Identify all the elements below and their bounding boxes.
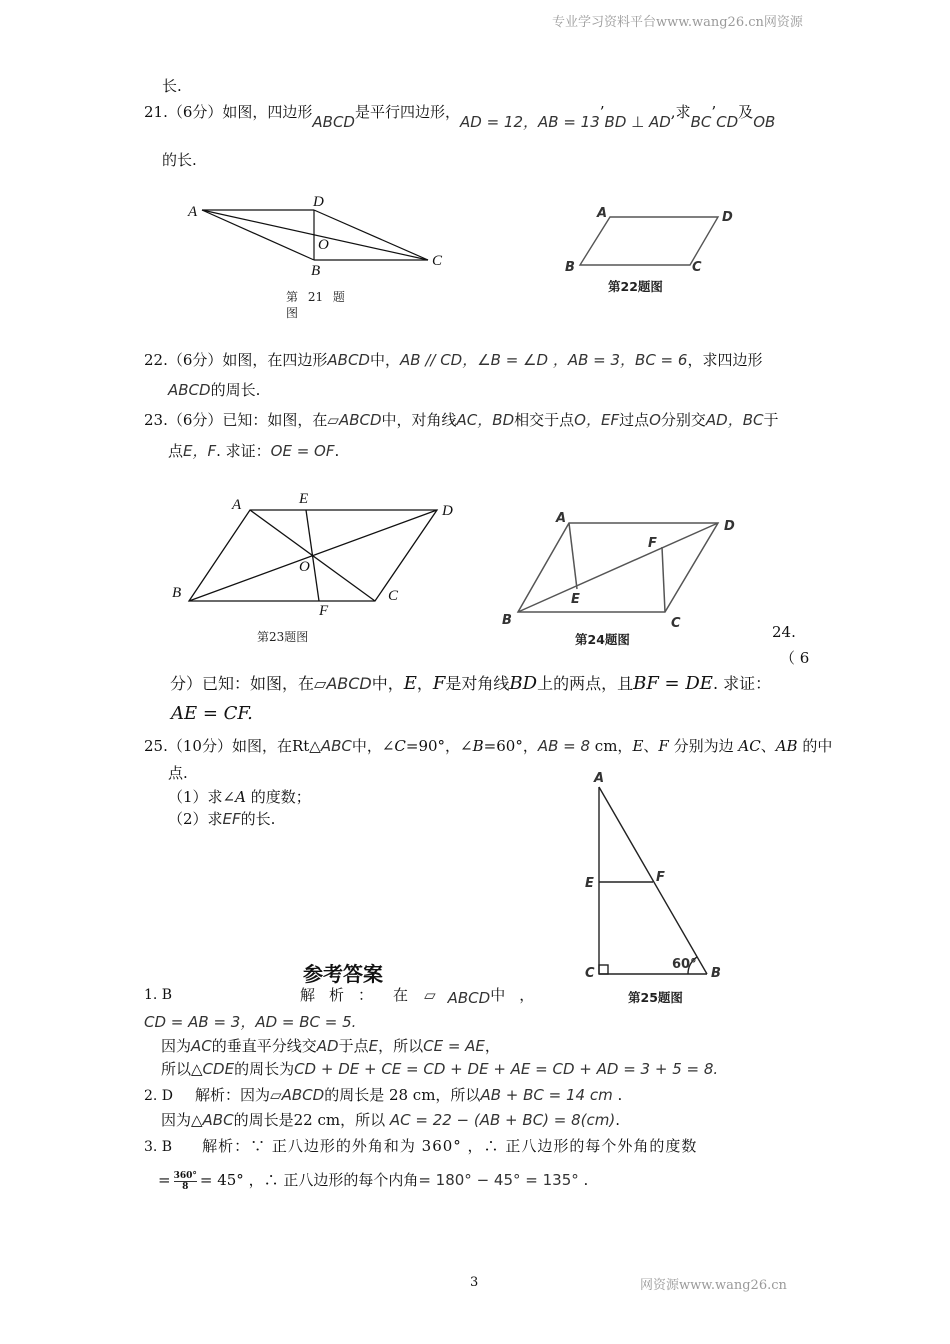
q21-diag-ac (202, 210, 428, 260)
q22-text: （6分）如图，在四边形 (167, 351, 328, 369)
q25-label-f: F (656, 870, 665, 885)
q23-math-goal: OE = OF (270, 442, 335, 460)
q25-math-ac: AC (738, 737, 761, 755)
q25-text-dun: 、 (643, 737, 659, 755)
q24-line2 (170, 674, 771, 694)
q23-text-prove: . 求证： (216, 442, 271, 460)
q25-text-mid: 中，∠ (351, 737, 395, 755)
q25-math-f: F (658, 737, 669, 755)
q24-math-goal: AE = CF. (171, 703, 253, 724)
q23-math-ac: AC， (456, 411, 493, 429)
q25-number: 25. (144, 737, 168, 755)
q24-math-cond: BF = DE (633, 673, 713, 694)
q24-segment-cf (662, 547, 665, 612)
q24-score-open: （ 6 (780, 649, 810, 667)
q24-math-e: E (403, 673, 417, 694)
q25-sub1-end: 的度数； (245, 788, 311, 806)
q25-line2: 点. (168, 764, 188, 782)
q24-line2-pre: 分）已知：如图，在 (170, 674, 315, 693)
q25-text-90: =90°，∠ (405, 737, 473, 755)
q21-label-o: O (318, 237, 329, 253)
q23-math-o2: O (649, 411, 661, 429)
answer-1-line3 (161, 1036, 500, 1056)
answer-1-l4-m1: CDE (202, 1060, 235, 1078)
q25-line1 (144, 736, 832, 756)
q23-text-meet: 分别交 (660, 411, 706, 429)
answer-2-l2-mid: 的周长是 (233, 1111, 294, 1129)
answer-1-line1 (300, 985, 534, 1005)
answer-1-line2: CD = AB = 3，AD = BC = 5. (144, 1013, 357, 1031)
page-header: 专业学习资料平台www.wang26.cn网资源 (552, 15, 803, 30)
q25-math-ef: EF (222, 810, 241, 828)
q23-label-o: O (299, 559, 310, 575)
q25-label-a: A (594, 771, 605, 786)
q23-text-yu: 于 (763, 411, 779, 429)
q21-line1: 21.（6分）如图，四边形ABCD是平行四边形，AD = 12，AB = 13’BD ⊥ AD,求BC’CD及OB (144, 103, 776, 131)
answer-3-frac-num: 360° (173, 1170, 197, 1181)
page-number: 3 (470, 1275, 479, 1290)
q23-math-bd: BD (492, 411, 515, 429)
q24-math-bd: BD (509, 673, 538, 694)
answer-1-t2: 析 (329, 986, 345, 1004)
q21-label-c: C (432, 253, 443, 269)
q20-tail: 长. (162, 77, 182, 95)
q22-label-d: D (722, 210, 733, 225)
q25-label-e: E (585, 876, 594, 891)
q21-figure (180, 190, 470, 280)
q21-edge-ab (202, 210, 314, 260)
q24-diag-bd (518, 523, 718, 612)
answer-3-line2: = $\frac{360^\circ}{8}$ = 45° ，∴ 正八边形的每个内角= 180° − 45° = 135° . (158, 1170, 589, 1192)
q25-text-side: 分别为边 (668, 737, 739, 755)
q25-math-a: A (235, 788, 246, 806)
q24-text-comma: ， (416, 674, 433, 693)
answer-2-l2-pre: 因为△ (161, 1111, 203, 1129)
answer-3-frac-den: 8 (182, 1181, 189, 1192)
q24-caption: 第24题图 (575, 632, 630, 647)
q25-sub1 (168, 787, 311, 807)
q24-segment-ae (569, 523, 577, 589)
q21-caption-line1: 第 21 题 (286, 290, 345, 304)
q22-text-ask: ，求四边形 (687, 351, 763, 369)
q23-text-diag: 中，对角线 (381, 411, 457, 429)
answer-1-l3-mid: 的垂直平分线交 (211, 1037, 317, 1055)
page-footer-site: 网资源www.wang26.cn (640, 1278, 787, 1293)
q24-label-f: F (648, 536, 657, 551)
q24-label-d: D (724, 519, 735, 534)
q23-math-bc: BC (742, 411, 764, 429)
q25-angle-label: 60° (672, 957, 697, 972)
q25-label-b: B (711, 966, 721, 981)
q25-text-60: =60°， (483, 737, 538, 755)
q23-label-b: B (172, 585, 182, 601)
answer-1-l3-m3: E (368, 1037, 379, 1055)
q23-label-e: E (299, 491, 309, 507)
answer-1-m1: ▱ (424, 986, 436, 1004)
q23-caption: 第23题图 (257, 630, 309, 644)
q23-label-c: C (388, 588, 399, 604)
q24-label-b: B (502, 613, 512, 628)
q25-text-rt: Rt△ (291, 737, 321, 755)
q24-figure (495, 505, 755, 635)
q22-caption: 第22题图 (608, 279, 663, 294)
q23-line2-pre: 点 (168, 442, 184, 460)
q25-text-zhong: 的中 (797, 737, 833, 755)
q22-label-b: B (565, 260, 575, 275)
q21-text: （6分）如图，四边形 (167, 103, 313, 121)
q22-text-mid: 中， (369, 351, 400, 369)
answer-2-l2-mid2: ，所以 (340, 1111, 390, 1129)
q22-math-abcd2: ABCD (168, 381, 211, 399)
q24-text-diag: 是对角线 (445, 674, 510, 693)
q25-math-e: E (632, 737, 644, 755)
q21-math-ob: OB (753, 113, 776, 131)
q21-math-perp: BD ⊥ AD (604, 113, 671, 131)
answer-2-l2-m2: AC = 22 − (AB + BC) = 8(cm) (389, 1111, 616, 1129)
answer-3-l2-eq: = 45° ，∴ 正八边形的每个内角 (199, 1171, 419, 1189)
answer-2-l2-val: 22 cm (293, 1111, 341, 1129)
answers-heading: 参考答案 (303, 962, 383, 986)
answer-2-l2-m1: ABC (202, 1111, 234, 1129)
q25-sub2-pre: （2）求 (168, 810, 223, 828)
answer-2-l2-end: . (615, 1111, 621, 1129)
answer-2-m1: ▱ABCD (270, 1086, 325, 1104)
q23-text: （6分）已知：如图，在 (167, 411, 328, 429)
q21-line2: 的长. (162, 151, 197, 169)
answer-1-t3: ： (358, 986, 374, 1004)
q21-text-mid: 是平行四边形， (354, 103, 460, 121)
q22-line2-end: 的周长. (210, 381, 261, 399)
answer-1-l3-m2: AD (316, 1037, 339, 1055)
q22-math-abcd: ABCD (327, 351, 370, 369)
q21-edge-dc (314, 210, 428, 260)
q24-label-a: A (556, 511, 567, 526)
q25-label-c: C (585, 966, 595, 981)
q25-sub2 (168, 809, 275, 829)
answer-3-l2-end: . (578, 1171, 589, 1189)
answer-1-l4-pre: 所以△ (161, 1060, 203, 1078)
q25-math-c: C (394, 737, 406, 755)
answer-3-l2-m: = 180° − 45° = 135° (418, 1171, 579, 1189)
q21-math-abcd: ABCD (312, 113, 355, 131)
q21-math-cd: CD (716, 113, 739, 131)
q25-edge-ab (599, 787, 707, 974)
q25-caption: 第25题图 (628, 990, 683, 1005)
q25-text-cm: cm， (590, 737, 633, 755)
q22-math-cond: AB // CD，∠B = ∠D ，AB = 3，BC = 6 (400, 351, 688, 369)
answer-3-line1 (144, 1136, 697, 1157)
answer-1-t5: 中 (490, 986, 506, 1004)
q23-number: 23. (144, 411, 168, 429)
q24-number: 24. (772, 623, 796, 641)
q22-line1 (144, 350, 762, 370)
q21-label-d: D (313, 194, 324, 210)
q25-math-ab: AB = 8 (537, 737, 591, 755)
q24-text-mid: 中， (371, 674, 404, 693)
q24-math-f: F (432, 673, 446, 694)
q21-text-and: 及 (738, 103, 754, 121)
q21-math-bc: BC (690, 113, 712, 131)
q25-text-dun2: 、 (760, 737, 776, 755)
answer-3-num: 3. B (144, 1139, 173, 1155)
q21-number: 21. (144, 103, 168, 121)
q22-label-c: C (692, 260, 702, 275)
answer-1-t4: 在 (393, 986, 409, 1004)
q25-figure (580, 765, 730, 985)
q21-caption-line2: 图 (286, 306, 299, 320)
q21-label-b: B (311, 263, 321, 279)
answer-1-l3-mid3: ，所以 (378, 1037, 424, 1055)
q22-line2 (168, 380, 260, 400)
q22-label-a: A (597, 206, 608, 221)
answer-3-l1: 解析：∵ 正八边形的外角和为 360° ，∴ 正八边形的每个外角的度数 (202, 1137, 698, 1155)
answer-2-t2: 的周长是 28 cm，所以 (324, 1086, 481, 1104)
q23-line2-end: . (334, 442, 340, 460)
q25-math-b: B (472, 737, 484, 755)
q23-line1 (144, 410, 779, 430)
q21-text-ask: 求 (675, 103, 691, 121)
q21-label-a: A (188, 204, 198, 220)
q25-sub2-end: 的长. (240, 810, 276, 828)
answer-1-m2: ABCD (447, 989, 491, 1007)
q23-label-f: F (319, 603, 329, 619)
answer-1-l3-mid2: 于点 (338, 1037, 369, 1055)
q25-math-abc: ABC (320, 737, 352, 755)
answer-1-l3-pre: 因为 (161, 1037, 192, 1055)
q24-math-pabcd: ▱ABCD (314, 674, 372, 693)
q24-text-two: 上的两点，且 (537, 674, 634, 693)
answer-2-m2: AB + BC = 14 cm (480, 1086, 613, 1104)
answer-1-l4-mid: 的周长为 (234, 1060, 295, 1078)
q22-parallelogram (580, 217, 718, 265)
answer-1-line4 (161, 1059, 718, 1079)
answer-1-t1: 解 (300, 986, 316, 1004)
q23-text-cross: 相交于点 (514, 411, 575, 429)
answer-2-num: 2. D (144, 1088, 174, 1104)
q25-math-ab2: AB (775, 737, 798, 755)
q23-figure (165, 485, 475, 625)
q23-label-a: A (232, 497, 242, 513)
q24-label-e: E (571, 592, 580, 607)
q24-text-prove: . 求证： (712, 674, 772, 693)
answer-1-l3-end: ， (484, 1037, 500, 1055)
q23-text-through: 过点 (619, 411, 650, 429)
q23-line2 (168, 441, 339, 461)
answer-2-line2 (161, 1110, 620, 1130)
answer-1-t6: ， (519, 986, 535, 1004)
q23-math-pabcd: ▱ABCD (327, 411, 382, 429)
q23-math-e: E，F (183, 442, 217, 460)
answer-1-l4-m2: CD + DE + CE = CD + DE + AE = CD + AD = 3 + 5 = 8. (294, 1060, 719, 1078)
q25-text: （10分）如图，在 (167, 737, 292, 755)
q23-math-ad: AD， (705, 411, 743, 429)
q23-label-d: D (442, 503, 453, 519)
q25-sub1-pre: （1）求∠ (168, 788, 236, 806)
answer-1-num: 1. B (144, 987, 173, 1003)
q23-segment-ef (306, 510, 319, 601)
q24-label-c: C (671, 616, 681, 631)
answer-2-line1 (144, 1085, 622, 1106)
q21-math-given: AD = 12，AB = 13 (460, 113, 600, 131)
answer-1-l3-m1: AC (191, 1037, 212, 1055)
answer-2-t3: . (612, 1086, 623, 1104)
q25-right-angle-mark (599, 965, 608, 974)
answer-1-l3-m4: CE = AE (423, 1037, 485, 1055)
answer-2-t1: 解析：因为 (195, 1086, 271, 1104)
q23-math-ef: EF (600, 411, 620, 429)
q23-math-o: O， (574, 411, 601, 429)
q22-number: 22. (144, 351, 168, 369)
answer-3-fraction (174, 1171, 197, 1192)
